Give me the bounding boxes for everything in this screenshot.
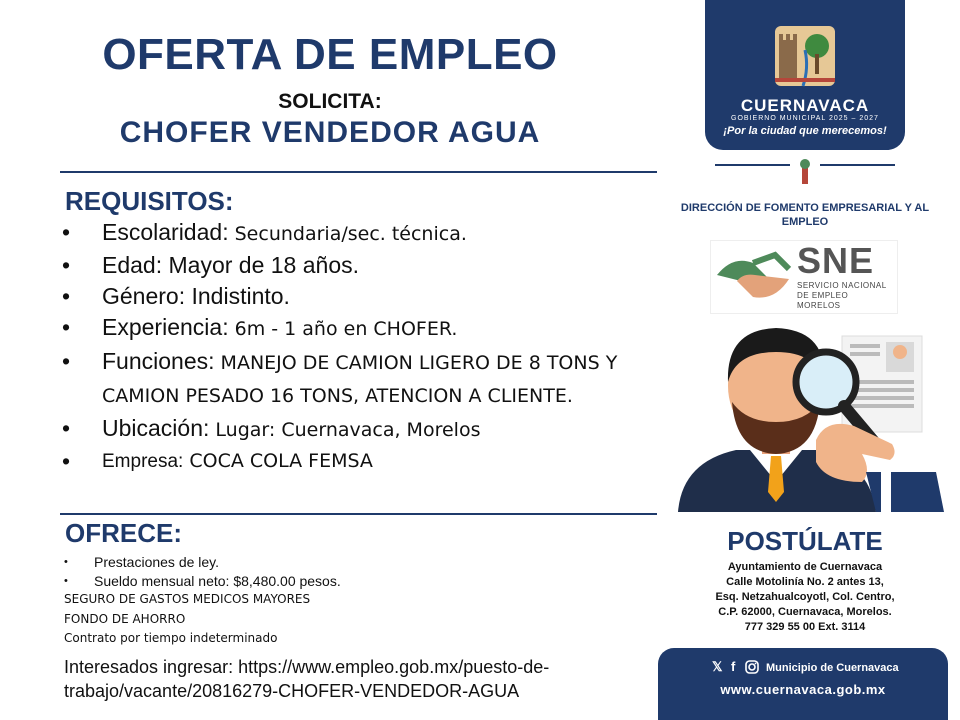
ofrece-item: • Prestaciones de ley. xyxy=(64,554,220,570)
req-edad: • Edad: Mayor de 18 años. xyxy=(62,252,360,278)
req-sep: : xyxy=(178,283,186,309)
postulate-title: POSTÚLATE xyxy=(727,526,883,556)
req-value: COCA COLA FEMSA xyxy=(183,450,373,472)
sne-subtitle xyxy=(797,281,887,311)
req-value: MANEJO DE CAMION LIGERO DE 8 TONS Y CAMION PESADO 16 TONS, ATENCION A CLIENTE. xyxy=(102,352,618,407)
req-empresa: • Empresa: COCA COLA FEMSA xyxy=(62,448,373,474)
ofrece-title: OFRECE: xyxy=(65,518,182,548)
handshake-icon xyxy=(713,245,793,309)
instagram-icon[interactable] xyxy=(745,660,759,674)
req-sep: : xyxy=(222,314,229,340)
req-label: Escolaridad xyxy=(102,219,223,245)
address-line: Esq. Netzahualcoyotl, Col. Centro, xyxy=(715,591,895,603)
address-line: Ayuntamiento de Cuernavaca xyxy=(727,561,883,573)
req-label: Funciones xyxy=(102,348,209,374)
ofrece-line: Contrato por tiempo indeterminado xyxy=(64,631,278,645)
req-funciones: • Funciones: MANEJO DE CAMION LIGERO DE 8 TONS Y CAMION PESADO 16 TONS, ATENCION A CLIENTE. xyxy=(62,348,618,407)
city-motto: ¡Por la ciudad que merecemos! xyxy=(723,125,887,137)
position-title: CHOFER VENDEDOR AGUA xyxy=(119,116,541,149)
social-label[interactable]: Municipio de Cuernavaca xyxy=(766,662,899,674)
req-value: Lugar: Cuernavaca, Morelos xyxy=(209,419,481,441)
gov-period: GOBIERNO MUNICIPAL 2025 – 2027 xyxy=(731,115,879,122)
sne-acronym: SNE xyxy=(797,240,875,281)
req-escolaridad: • Escolaridad: Secundaria/sec. técnica. xyxy=(62,219,467,245)
website-link[interactable]: www.cuernavaca.gob.mx xyxy=(720,682,886,697)
solicita-label: SOLICITA: xyxy=(278,90,382,113)
ofrece-line: FONDO DE AHORRO xyxy=(64,612,186,626)
address-line: Calle Motolinía No. 2 antes 13, xyxy=(726,576,884,588)
city-name: CUERNAVACA xyxy=(740,96,870,115)
sne-sub-line: MORELOS xyxy=(797,301,841,310)
requisitos-list xyxy=(60,218,640,478)
ornament-divider-icon xyxy=(705,158,905,190)
req-experiencia: • Experiencia: 6m - 1 año en CHOFER. xyxy=(62,314,458,340)
ofrece-text: Sueldo mensual neto: $8,480.00 pesos. xyxy=(94,573,341,589)
address-line: 777 329 55 00 Ext. 3114 xyxy=(744,621,866,633)
direccion-label: DIRECCIÓN DE FOMENTO EMPRESARIAL Y AL EMPLEO xyxy=(680,202,930,228)
address-line: C.P. 62000, Cuernavaca, Morelos. xyxy=(718,606,892,618)
req-sep: : xyxy=(155,252,163,278)
sne-sub-line: DE EMPLEO xyxy=(797,291,849,300)
req-label: Empresa xyxy=(102,451,179,472)
req-label: Edad xyxy=(102,252,156,278)
req-label: Ubicación xyxy=(102,415,203,441)
facebook-icon[interactable]: f xyxy=(731,659,736,674)
requisitos-title: REQUISITOS: xyxy=(65,186,234,216)
req-label: Experiencia xyxy=(102,314,223,340)
page-title: OFERTA DE EMPLEO xyxy=(102,30,558,79)
req-value: Secundaria/sec. técnica. xyxy=(228,223,467,245)
x-icon[interactable]: 𝕏 xyxy=(712,659,723,674)
divider-mid xyxy=(60,513,657,515)
ofrece-text: Prestaciones de ley. xyxy=(94,554,220,570)
req-value: 6m - 1 año en CHOFER. xyxy=(228,318,458,340)
req-sep: : xyxy=(208,348,215,374)
req-sep: : xyxy=(203,415,210,441)
req-value: Indistinto. xyxy=(185,283,290,309)
ofrece-line: SEGURO DE GASTOS MEDICOS MAYORES xyxy=(64,592,311,606)
ofrece-list xyxy=(60,553,341,591)
coat-of-arms-icon xyxy=(769,20,841,92)
apply-instructions[interactable]: Interesados ingresar: https://www.empleo.gob.mx/puesto-de-trabajo/vacante/20816279-CHOFER-VENDEDOR-AGUA xyxy=(64,657,550,701)
address-block xyxy=(680,560,930,635)
req-genero: • Género: Indistinto. xyxy=(62,283,290,309)
req-sep: : xyxy=(178,451,184,472)
sne-sub-line: SERVICIO NACIONAL xyxy=(797,281,887,290)
ofrece-item: • Sueldo mensual neto: $8,480.00 pesos. xyxy=(64,573,341,589)
divider-top xyxy=(60,171,657,173)
req-label: Género xyxy=(102,283,179,309)
recruiter-illustration xyxy=(676,322,946,512)
req-sep: : xyxy=(222,219,229,245)
req-value: Mayor de 18 años. xyxy=(162,252,360,278)
req-ubicacion: • Ubicación: Lugar: Cuernavaca, Morelos xyxy=(62,415,481,441)
